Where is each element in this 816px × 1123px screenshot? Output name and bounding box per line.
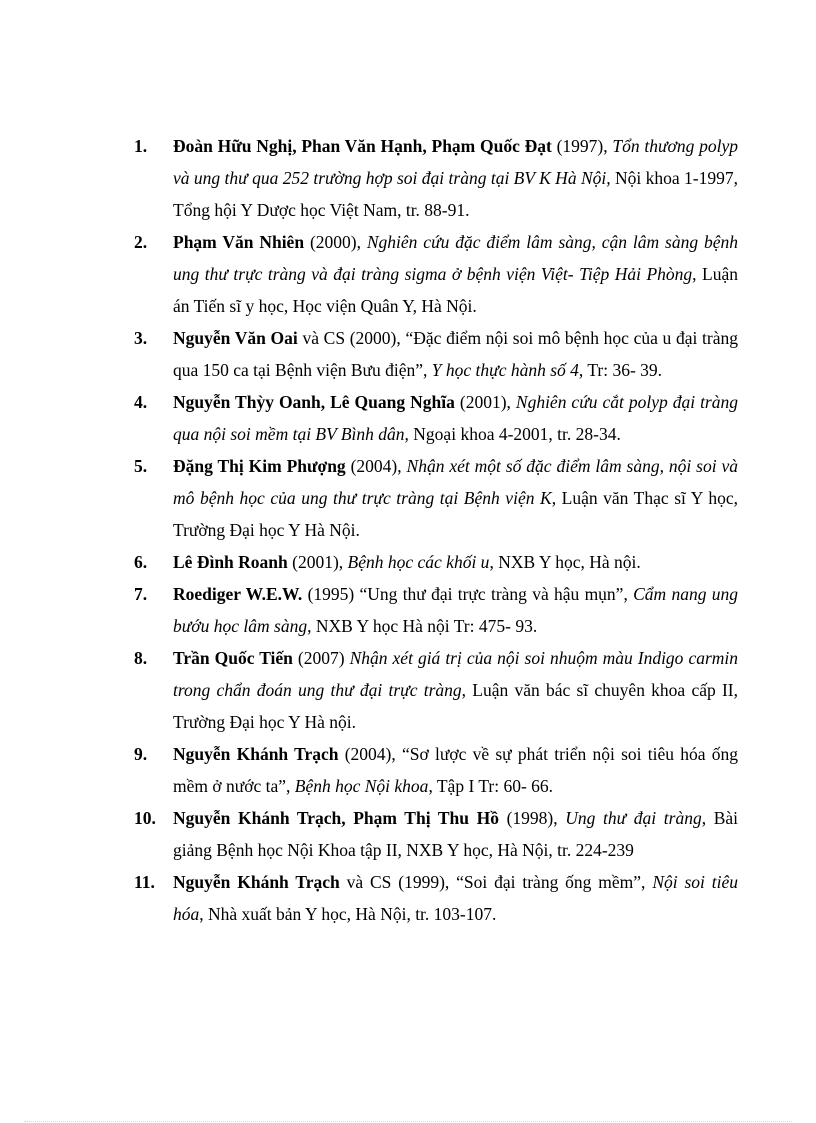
reference-title: Ung thư đại tràng bbox=[565, 808, 702, 828]
reference-number: 7. bbox=[134, 584, 148, 604]
reference-year: (2000), bbox=[304, 232, 367, 252]
reference-item bbox=[134, 386, 738, 450]
reference-title: Cẩm nang ung bướu học lâm sàng bbox=[173, 584, 738, 636]
reference-title: Bệnh học Nội khoa bbox=[294, 776, 429, 796]
reference-item bbox=[134, 866, 738, 930]
reference-source: , Luận án Tiến sĩ y học, Học viện Quân Y, Hà Nội. bbox=[173, 264, 738, 316]
reference-authors: Trần Quốc Tiến bbox=[173, 648, 293, 668]
reference-item bbox=[134, 642, 738, 738]
reference-year: và CS (2000), “Đặc điểm nội soi mô bệnh học của u đại tràng qua 150 ca tại Bệnh viện Bưu điện”, bbox=[173, 328, 738, 380]
reference-authors: Nguyễn Văn Oai bbox=[173, 328, 298, 348]
reference-year: (1998), bbox=[498, 808, 566, 828]
reference-number: 11. bbox=[134, 872, 155, 892]
reference-number: 5. bbox=[134, 456, 148, 476]
reference-title: Nhận xét giá trị của nội soi nhuộm màu Indigo carmin trong chẩn đoán ung thư đại trực tràng bbox=[173, 648, 739, 700]
reference-number: 10. bbox=[134, 808, 156, 828]
reference-number: 6. bbox=[134, 552, 148, 572]
reference-number: 2. bbox=[134, 232, 148, 252]
reference-year: (2004), “Sơ lược về sự phát triển nội soi tiêu hóa ống mềm ở nước ta”, bbox=[173, 744, 738, 796]
reference-authors: Nguyễn Khánh Trạch bbox=[173, 872, 340, 892]
reference-authors: Roediger W.E.W. bbox=[173, 584, 303, 604]
reference-year: (2001), bbox=[454, 392, 516, 412]
reference-title: Nội soi tiêu hóa bbox=[173, 872, 738, 924]
reference-source: , Ngoại khoa 4-2001, tr. 28-34. bbox=[404, 424, 621, 444]
reference-item bbox=[134, 322, 738, 386]
reference-title: Bệnh học các khối u bbox=[347, 552, 490, 572]
reference-title: Nghiên cứu cắt polyp đại tràng qua nội soi mềm tại BV Bình dân bbox=[173, 392, 738, 444]
reference-number: 1. bbox=[134, 136, 148, 156]
reference-source: Nội khoa 1-1997, Tổng hội Y Dược học Việt Nam, tr. 88-91. bbox=[173, 168, 738, 220]
reference-number: 4. bbox=[134, 392, 148, 412]
reference-year: (2004), bbox=[345, 456, 407, 476]
reference-source: , Tập I Tr: 60- 66. bbox=[428, 776, 554, 796]
reference-item bbox=[134, 450, 738, 546]
reference-source: , Luận văn Thạc sĩ Y học, Trường Đại học Y Hà Nội. bbox=[173, 488, 738, 540]
reference-source: , NXB Y học, Hà nội. bbox=[489, 552, 641, 572]
reference-authors: Đặng Thị Kim Phượng bbox=[173, 456, 346, 476]
reference-authors: Lê Đình Roanh bbox=[173, 552, 288, 572]
reference-item bbox=[134, 802, 738, 866]
reference-source: , Nhà xuất bản Y học, Hà Nội, tr. 103-107. bbox=[199, 904, 497, 924]
reference-item bbox=[134, 226, 738, 322]
reference-source: , Tr: 36- 39. bbox=[578, 360, 663, 380]
reference-authors: Đoàn Hữu Nghị, Phan Văn Hạnh, Phạm Quốc Đạt bbox=[173, 136, 552, 156]
reference-item bbox=[134, 738, 738, 802]
reference-source: , Luận văn bác sĩ chuyên khoa cấp II, Trường Đại học Y Hà nội. bbox=[173, 680, 738, 732]
reference-year: (2001), bbox=[287, 552, 348, 572]
reference-item bbox=[134, 578, 738, 642]
reference-title: Nhận xét một số đặc điểm lâm sàng, nội soi và mô bệnh học của ung thư trực tràng tại Bệnh viện K bbox=[173, 456, 738, 508]
reference-item bbox=[134, 546, 738, 578]
reference-authors: Nguyễn Khánh Trạch bbox=[173, 744, 339, 764]
reference-title: Y học thực hành số 4 bbox=[431, 360, 579, 380]
reference-item bbox=[134, 130, 738, 226]
reference-number: 3. bbox=[134, 328, 148, 348]
reference-year: (2007) bbox=[292, 648, 350, 668]
reference-title: Nghiên cứu đặc điểm lâm sàng, cận lâm sàng bệnh ung thư trực tràng và đại tràng sigma ở bệnh viện Việt- Tiệp Hải Phòng bbox=[173, 232, 739, 284]
reference-year: (1995) “Ung thư đại trực tràng và hậu mụn”, bbox=[302, 584, 634, 604]
reference-title: Tổn thương polyp và ung thư qua 252 trường hợp soi đại tràng tại BV K Hà Nội, bbox=[173, 136, 739, 188]
reference-number: 8. bbox=[134, 648, 148, 668]
reference-number: 9. bbox=[134, 744, 148, 764]
reference-source: , NXB Y học Hà nội Tr: 475- 93. bbox=[307, 616, 538, 636]
reference-source: , Bài giảng Bệnh học Nội Khoa tập II, NXB Y học, Hà Nội, tr. 224-239 bbox=[173, 808, 738, 860]
reference-year: (1997), bbox=[551, 136, 613, 156]
reference-list bbox=[134, 130, 738, 930]
reference-year: và CS (1999), “Soi đại tràng ống mềm”, bbox=[339, 872, 653, 892]
reference-authors: Nguyễn Thỳy Oanh, Lê Quang Nghĩa bbox=[173, 392, 455, 412]
reference-authors: Nguyễn Khánh Trạch, Phạm Thị Thu Hồ bbox=[173, 808, 499, 828]
page-bottom-divider bbox=[24, 1121, 792, 1122]
reference-authors: Phạm Văn Nhiên bbox=[173, 232, 305, 252]
